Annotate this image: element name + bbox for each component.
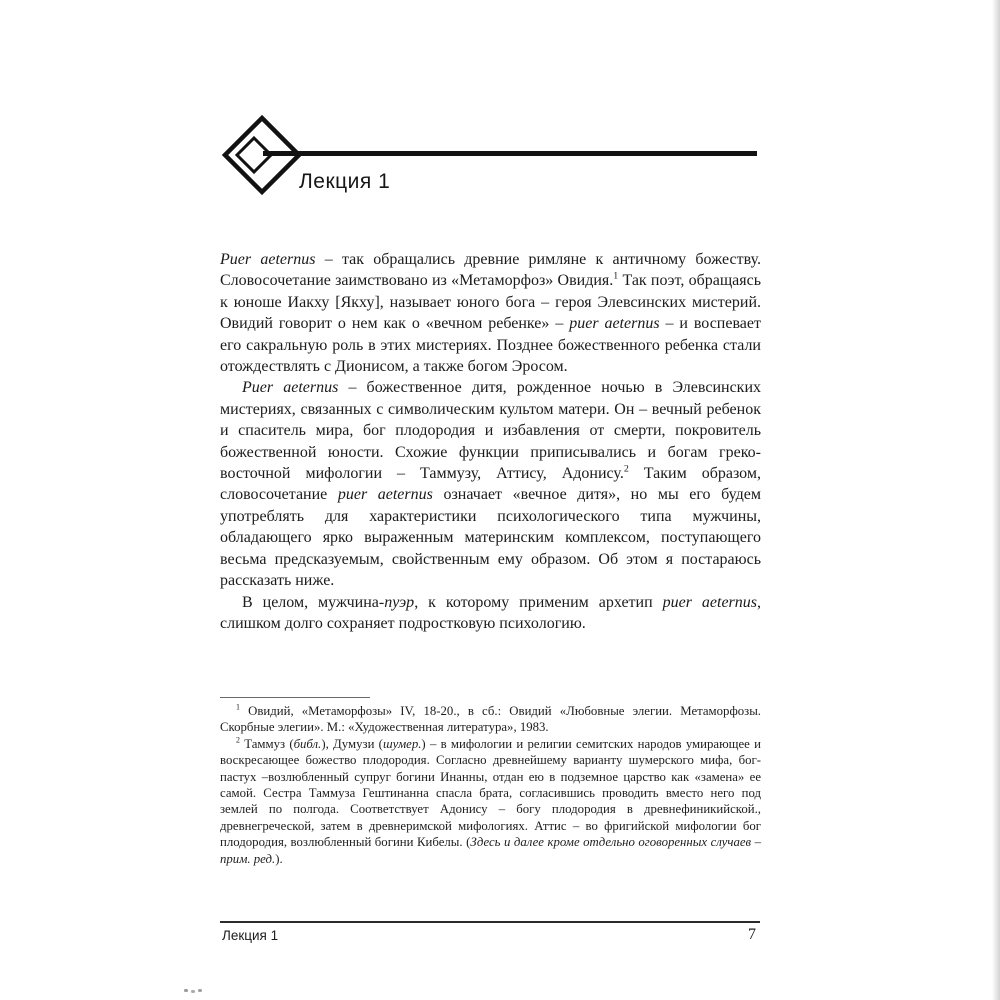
scan-smudge-marks: [184, 989, 188, 992]
footer-page-number: 7: [748, 926, 756, 943]
footer-running-title: Лекция 1: [222, 928, 279, 943]
footnote-1: $^1$ Овидий, «Метаморфозы» IV, 18-20., в сб.: Овидий «Любовные элегии. Метаморфозы. Скорбные элегии». М.: «Художественная литература», 1983.: [220, 702, 761, 735]
footer-rule: [220, 921, 760, 923]
paragraph-1: Puer aeternus – так обращались древние римляне к античному божеству. Словосочетание заимствовано из «Метаморфоз» Овидия.$^1$ Так поэт, обращаясь к юноше Иакху [Якху], называет юного бога – героя Элевсинских мистерий. Овидий говорит о нем как о «вечном ребенке» – puer aeternus – и воспевает его сакральную роль в этих мистериях. Позднее божественного ребенка стали отождествлять с Дионисом, а также богом Эросом.: [220, 251, 761, 376]
body-text: [220, 249, 761, 634]
paragraph-2: Puer aeternus – божественное дитя, рожденное ночью в Элевсинских мистериях, связанных с символическим культом матери. Он – вечный ребенок и спаситель мира, бог плодородия и избавления от смерти, покровитель божественной юности. Схожие функции приписывались и богам греко-восточной мифологии – Таммузу, Аттису, Адонису.$^2$ Таким образом, словосочетание puer aeternus означает «вечное дитя», но мы его будем употреблять для характеристики психологического типа мужчины, обладающего ярко выраженным материнским комплексом, поступающего весьма предсказуемым, свойственным ему образом. Об этом я постараюсь рассказать ниже.: [220, 379, 762, 590]
chapter-title: Лекция 1: [299, 170, 391, 193]
footnote-separator: [220, 697, 370, 698]
paragraph-3: В целом, мужчина-пуэр, к которому применим архетип puer aeternus, слишком долго сохраняет подростковую психологию.: [220, 593, 762, 632]
header-rule: [263, 151, 757, 156]
footnotes: [220, 703, 761, 867]
scan-edge-shadow: [992, 0, 1000, 1000]
footnote-2: $^2$ Таммуз (библ.), Думузи (шумер.) – в мифологии и религии семитских народов умирающее и воскресающее божество плодородия. Согласно древнейшему варианту шумерского мифа, бог-пастух –возлюбленный супруг богини Инанны, отдан ею в подземное царство как «замена» ее самой. Сестра Таммуза Гештинанна спасла брата, согласившись проводить вместо него под землей по полгода. Соответствует Адонису – богу плодородия в древнефиникийской., древнегреческой, затем в древнеримской мифологиях. Аттис – во фригийской мифологии бог плодородия, возлюбленный богини Кибелы. (Здесь и далее кроме отдельно оговоренных случаев – прим. ред.).: [220, 735, 761, 866]
